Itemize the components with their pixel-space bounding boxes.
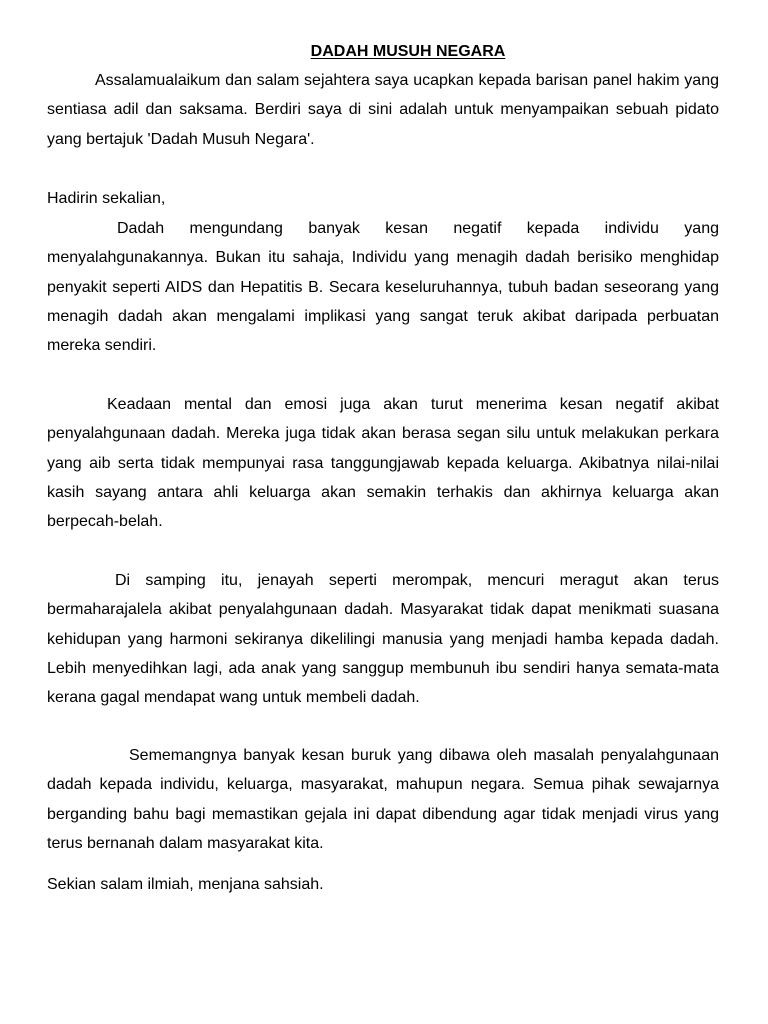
paragraph-social-effects: Di samping itu, jenayah seperti merompak, mencuri meragut akan terus bermaharajalela akibat penyalahgunaan dadah. Masyarakat tidak dapat menikmati suasana kehidupan yang harmoni sekiranya dikelilingi manusia yang menjadi hamba kepada dadah. Lebih menyedihkan lagi, ada anak yang sanggup membunuh ibu sendiri hanya semata-mata kerana gagal mendapat wang untuk membeli dadah. [47,572,719,707]
paragraph-conclusion: Sememangnya banyak kesan buruk yang dibawa oleh masalah penyalahgunaan dadah kepada individu, keluarga, masyarakat, mahupun negara. Semua pihak sewajarnya berganding bahu bagi memastikan gejala ini dapat dibendung agar tidak menjadi virus yang terus bernanah dalam masyarakat kita. [47,747,719,852]
paragraph-individual-effects: Dadah mengundang banyak kesan negatif kepada individu yang menyalahgunakannya. Bukan itu sahaja, Individu yang menagih dadah berisiko menghidap penyakit seperti AIDS dan Hepatitis B. Secara keseluruhannya, tubuh badan seseorang yang menagih dadah akan mengalami implikasi yang sangat teruk akibat daripada perbuatan mereka sendiri. [47,220,719,355]
paragraph-greeting: Assalamualaikum dan salam sejahtera saya ucapkan kepada barisan panel hakim yang sentiasa adil dan saksama. Berdiri saya di sini adalah untuk menyampaikan sebuah pidato yang bertajuk 'Dadah Musuh Negara'. [47,72,719,148]
document-title: DADAH MUSUH NEGARA [310,43,506,60]
paragraph-closing: Sekian salam ilmiah, menjana sahsiah. [47,876,324,893]
paragraph-address: Hadirin sekalian, [47,190,166,207]
paragraph-mental-effects: Keadaan mental dan emosi juga akan turut menerima kesan negatif akibat penyalahgunaan dadah. Mereka juga tidak akan berasa segan silu untuk melakukan perkara yang aib serta tidak mempunyai rasa tanggungjawab kepada keluarga. Akibatnya nilai-nilai kasih sayang antara ahli keluarga akan semakin terhakis dan akhirnya keluarga akan berpecah-belah. [47,396,719,531]
